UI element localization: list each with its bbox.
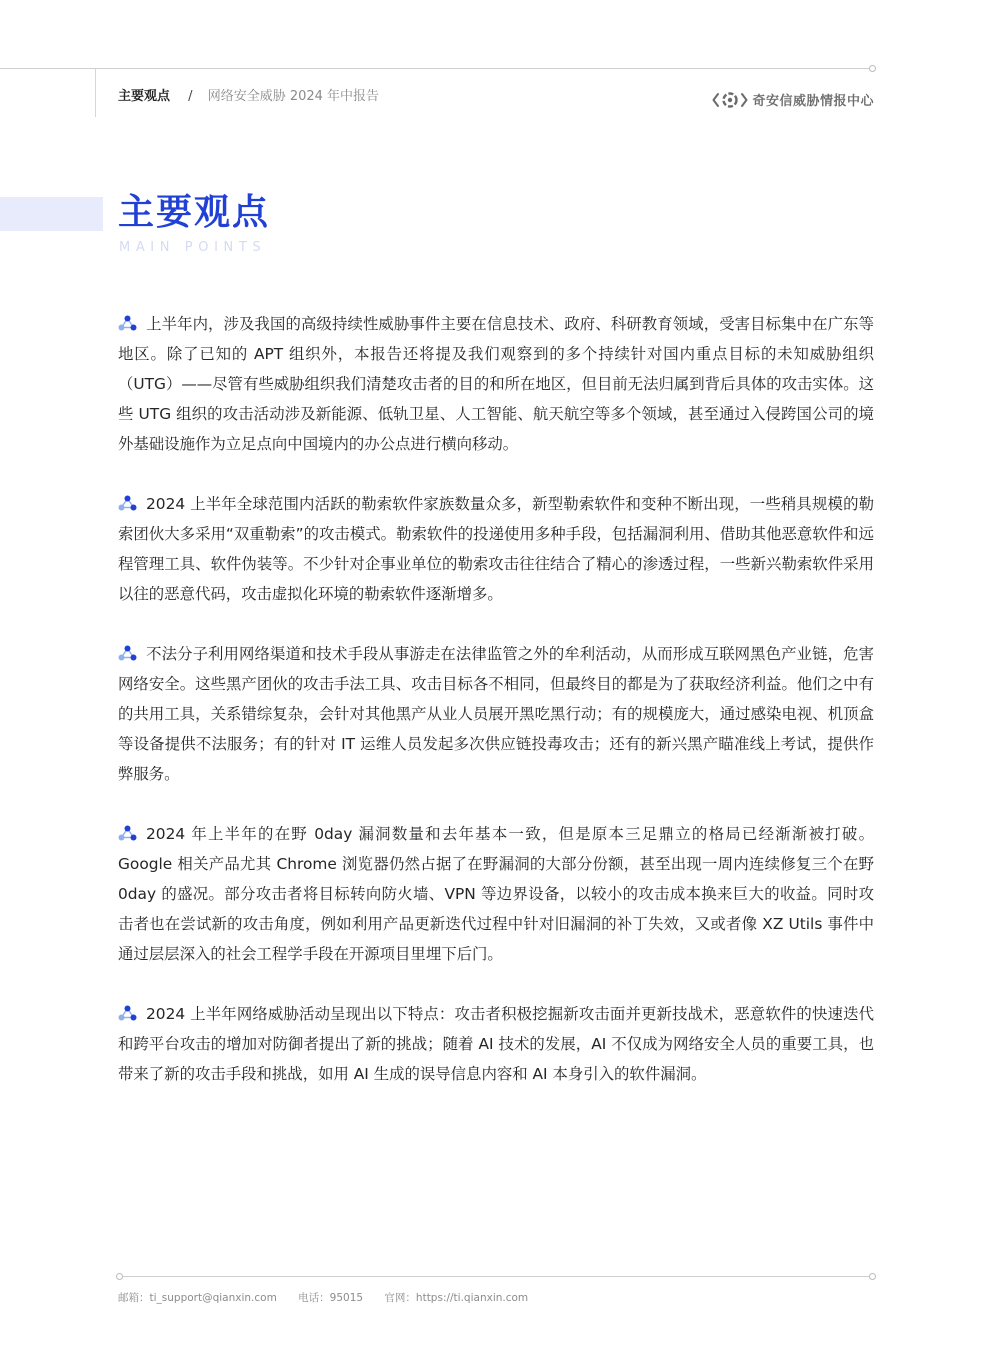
footer-divider-start-dot	[116, 1273, 123, 1280]
header-section-name: 主要观点	[118, 89, 171, 104]
brand-name: 奇安信威胁情报中心	[752, 94, 874, 109]
footer-contact	[118, 1291, 528, 1305]
triangle-nodes-icon	[118, 1005, 137, 1021]
brand	[712, 90, 874, 109]
point-text: 2024 上半年全球范围内活跃的勒索软件家族数量众多，新型勒索软件和变种不断出现，一些稍具规模的勒索团伙大多采用“双重勒索”的攻击模式。勒索软件的投递使用多种手段，包括漏洞利用、借助其他恶意软件和远程管理工具、软件伪装等。不少针对企事业单位的勒索攻击往往结合了精心的渗透过程，一些新兴勒索软件采用以往的恶意代码，攻击虚拟化环境的勒索软件逐渐增多。	[118, 495, 874, 603]
footer-email: 邮箱：ti_support@qianxin.com	[118, 1292, 277, 1304]
title-accent-bar	[0, 197, 103, 231]
page-title: 主要观点	[118, 192, 271, 233]
footer-phone: 电话：95015	[298, 1292, 364, 1304]
main-points	[118, 309, 874, 1119]
point-text: 不法分子利用网络渠道和技术手段从事游走在法律监管之外的牟利活动，从而形成互联网黑色产业链，危害网络安全。这些黑产团伙的攻击手法工具、攻击目标各不相同，但最终目的都是为了获取经济利益。他们之中有的共用工具，关系错综复杂，会针对其他黑产从业人员展开黑吃黑行动；有的规模庞大，通过感染电视、机顶盒等设备提供不法服务；有的针对 IT 运维人员发起多次供应链投毒攻击；还有的新兴黑产瞄准线上考试，提供作弊服务。	[118, 645, 874, 783]
header-report-title: 网络安全威胁 2024 年中报告	[207, 89, 380, 104]
header-separator: /	[188, 89, 193, 104]
triangle-nodes-icon	[118, 645, 137, 661]
point-paragraph	[118, 819, 874, 969]
triangle-nodes-icon	[118, 495, 137, 511]
point-text: 上半年内，涉及我国的高级持续性威胁事件主要在信息技术、政府、科研教育领域，受害目标集中在广东等地区。除了已知的 APT 组织外，本报告还将提及我们观察到的多个持续针对国内重点目标的未知威胁组织（UTG）——尽管有些威胁组织我们清楚攻击者的目的和所在地区，但目前无法归属到背后具体的攻击实体。这些 UTG 组织的攻击活动涉及新能源、低轨卫星、人工智能、航天航空等多个领域，甚至通过入侵跨国公司的境外基础设施作为立足点向中国境内的办公点进行横向移动。	[118, 315, 874, 453]
triangle-nodes-icon	[118, 825, 137, 841]
footer-website: 官网：https://ti.qianxin.com	[384, 1292, 529, 1304]
page-subtitle: MAIN POINTS	[119, 240, 267, 255]
header-divider	[0, 68, 872, 69]
header-divider-end-dot	[869, 65, 876, 72]
point-paragraph	[118, 309, 874, 459]
point-paragraph	[118, 489, 874, 609]
header-vertical-line	[95, 69, 96, 117]
footer-divider-end-dot	[869, 1273, 876, 1280]
qianxin-logo-icon	[712, 91, 748, 109]
running-header	[118, 89, 379, 105]
triangle-nodes-icon	[118, 315, 137, 331]
footer-divider	[119, 1276, 872, 1277]
point-text: 2024 年上半年的在野 0day 漏洞数量和去年基本一致，但是原本三足鼎立的格局已经渐渐被打破。Google 相关产品尤其 Chrome 浏览器仍然占据了在野漏洞的大部分份额，甚至出现一周内连续修复三个在野 0day 的盛况。部分攻击者将目标转向防火墙、VPN 等边界设备，以较小的攻击成本换来巨大的收益。同时攻击者也在尝试新的攻击角度，例如利用产品更新迭代过程中针对旧漏洞的补丁失效，又或者像 XZ Utils 事件中通过层层深入的社会工程学手段在开源项目里埋下后门。	[118, 825, 874, 963]
point-paragraph	[118, 999, 874, 1089]
point-text: 2024 上半年网络威胁活动呈现出以下特点：攻击者积极挖掘新攻击面并更新技战术，恶意软件的快速迭代和跨平台攻击的增加对防御者提出了新的挑战；随着 AI 技术的发展，AI 不仅成为网络安全人员的重要工具，也带来了新的攻击手段和挑战，如用 AI 生成的误导信息内容和 AI 本身引入的软件漏洞。	[118, 1005, 874, 1083]
point-paragraph	[118, 639, 874, 789]
